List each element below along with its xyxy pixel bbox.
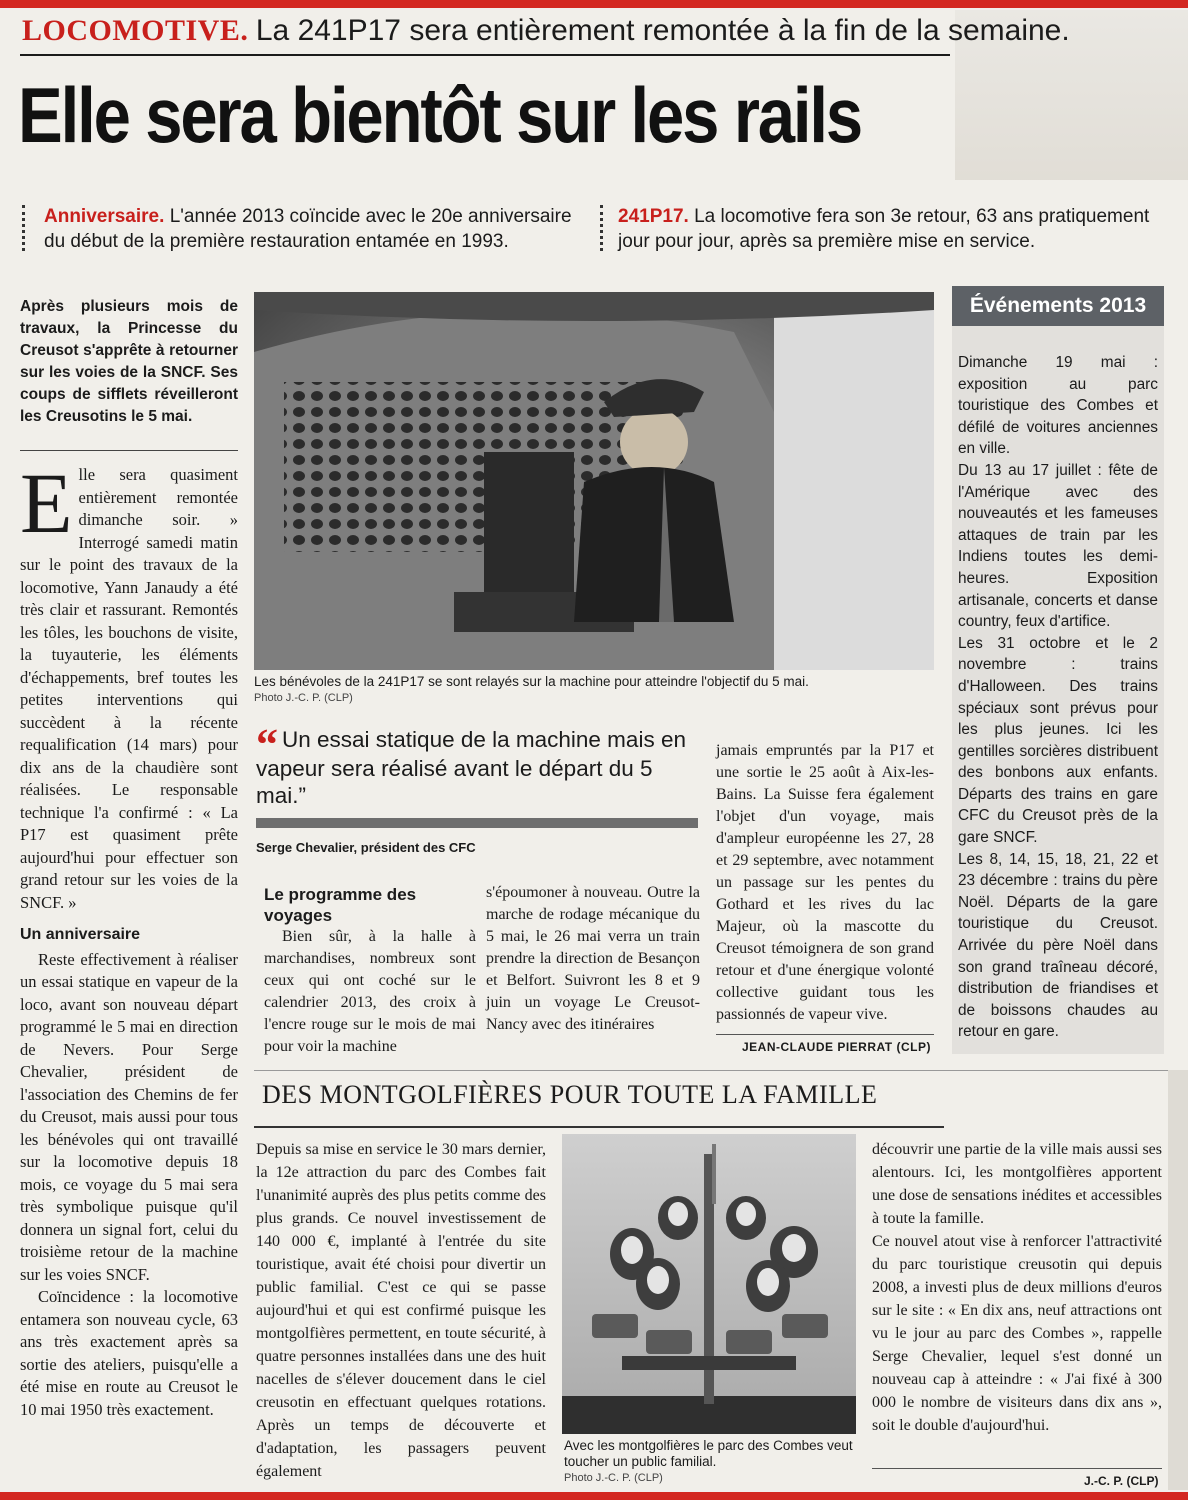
caption-text: Les bénévoles de la 241P17 se sont relayés sur la machine pour atteindre l'objectif du 5 mai. [254, 674, 809, 689]
photo-credit: Photo J.-C. P. (CLP) [254, 692, 353, 704]
paragraph: Bien sûr, à la halle à marchandises, nombreux sont ceux qui ont coché sur le calendrier 2013, des croix à l'encre rouge sur le mois de mai pour voir la machine [264, 928, 476, 1055]
top-red-bar [0, 0, 1188, 8]
paragraph: s'époumoner à nouveau. Outre la marche de rodage mécanique du 5 mai, le 26 mai verra un train prendre la direction de Besançon et Belfort. Suivront les 8 et 9 juin un voyage Le Creusot-Nancy avec des itinéraires [486, 884, 700, 1033]
paragraph: jamais empruntés par la P17 et une sortie le 25 août à Aix-les-Bains. La Suisse fera également l'objet d'un voyage, mais d'ampleur européenne les 27, 28 et 29 septembre, avec notamment un passage sur les pentes du Gothard et les rives du lac Majeur, où la mascotte du Creusot témoignera de son grand retour et d'une énergique volonté collective guidant tous les passionnés de vapeur vive. [716, 742, 934, 1023]
event-item: Les 8, 14, 15, 18, 21, 22 et 23 décembre : trains du père Noël. Départs de la gare touristique du Creusot. Arrivée du père Noël dans son grand traîneau décoré, distribution de friandises et de boissons chaudes au retour en gare. [958, 850, 1158, 1041]
bleed-through-area [1168, 1070, 1188, 1490]
kicker [22, 14, 1070, 48]
subhead-241p17 [618, 204, 1178, 254]
bottom-red-bar [0, 1492, 1188, 1500]
kicker-label: LOCOMOTIVE. [22, 14, 249, 47]
signature-rule [872, 1468, 1162, 1469]
events-title: Événements 2013 [952, 286, 1164, 326]
dotted-divider [22, 205, 25, 251]
paragraph: découvrir une partie de la ville mais aussi ses alentours. Ici, les montgolfières apportent une dose de sensations inédites et accessibles à toute la famille. [872, 1141, 1162, 1227]
dropcap: E [20, 455, 73, 551]
quote-text: Un essai statique de la machine mais en vapeur sera réalisé avant le départ du 5 mai.” [256, 727, 686, 808]
locomotive-photo [254, 292, 934, 670]
subhead-text: La locomotive fera son 3e retour, 63 ans pratiquement jour pour jour, après sa première mise en service. [618, 206, 1150, 252]
event-item: Du 13 au 17 juillet : fête de l'Amérique avec des nouveautés et les fameuses attaques de train par les Indiens toutes les demi-heures. Exposition artisanale, concerts et danse country, feux d'artifice. [958, 461, 1158, 631]
dotted-divider [600, 205, 603, 251]
article2-rule [254, 1126, 944, 1128]
paragraph-text: lle sera quasiment entièrement remontée dimanche soir. » Interrogé samedi matin sur le point des travaux de la locomotive, Yann Janaudy a été très clair et rassurant. Remontés les tôles, les bouchons de visite, la tuyauterie, les éléments d'échappements, bref toutes les petites interventions qui succèdent à la récente requalification (14 mars) pour dix ans de la chaudière sont réalisées. Le responsable technique l'a confirmé : « La P17 est quasiment prête aujourd'hui pour effectuer son grand retour sur les voies de la SNCF. » [20, 465, 238, 912]
pull-quote [256, 720, 696, 809]
paragraph: Depuis sa mise en service le 30 mars dernier, la 12e attraction du parc des Combes fait l'unanimité auprès des plus petits comme des plus grands. Ce nouvel investissement de 140 000 €, implanté à l'entrée du site touristique, avait été choisi pour divertir un public familial. C'est ce qui se passe aujourd'hui et qui est confirmé puisque les montgolfières permettent, en toute sécurité, à quatre personnes installées dans une des huit nacelles de s'élever doucement dans le ciel creusotin en effectuant quelques rotations. Après un temps de découverte et d'adaptation, les passagers peuvent également [256, 1141, 546, 1480]
paragraph: Coïncidence : la locomotive entamera son nouveau cycle, 63 ans très exactement après sa sortie des ateliers, puisqu'elle a été mise en route au Creusot le 10 mai 1950 très exactement. [20, 1287, 238, 1419]
article-column-4 [716, 740, 934, 1026]
paragraph: Reste effectivement à réaliser un essai statique en vapeur de la loco, avant son nouveau départ programmé le 5 mai en direction de Nevers. Pour Serge Chevalier, président de l'association des Chemins de fer du Creusot, mais aussi pour tous les bénévoles qui ont travaillé sur la locomotive depuis 18 mois, ce voyage du 5 mai sera très symbolique puisque qu'il donnera un signal fort, celui du troisième retour de la machine sur les voies SNCF. [20, 949, 238, 1284]
quote-mark: “ [256, 720, 278, 769]
quote-source: Serge Chevalier, président des CFC [256, 840, 476, 855]
article2-headline: DES MONTGOLFIÈRES POUR TOUTE LA FAMILLE [262, 1080, 878, 1109]
locomotive-photo-illustration [254, 292, 934, 670]
chapo-rule [20, 450, 238, 451]
event-item: Les 31 octobre et le 2 novembre : trains d'Halloween. Des trains spéciaux sont prévus pour les plus jeunes. Ici les gentilles sorcières distribuent des bonbons aux enfants. Départs des trains en gare CFC du Creusot près de la gare SNCF. [958, 634, 1158, 847]
subhead-anniversary [44, 204, 592, 254]
balloon-ride-photo [562, 1134, 856, 1434]
article-column-1 [20, 455, 238, 1421]
article-column-3 [486, 882, 700, 1036]
photo-caption [254, 674, 934, 706]
subhead-label: 241P17. [618, 206, 689, 227]
article-column-2 [264, 926, 476, 1058]
signature-rule [716, 1034, 934, 1035]
paragraph: Ce nouvel atout vise à renforcer l'attractivité du parc touristique creusotin qui depuis 2008, a investi plus de deux millions d'euros sur le site : « En dix ans, neuf attractions ont vu le jour au parc des Combes », rappelle Serge Chevalier, lequel s'est donné un nouveau cap à atteindre : « J'ai fixé à 300 000 le nombre de visiteurs dans dix ans », soit le double d'aujourd'hui. [872, 1233, 1162, 1434]
section-subhead: Un anniversaire [20, 926, 141, 943]
photo-caption [564, 1438, 856, 1486]
paragraph [20, 455, 238, 914]
photo-credit: Photo J.-C. P. (CLP) [564, 1472, 663, 1484]
signature: J.-C. P. (CLP) [1084, 1474, 1159, 1488]
events-list [958, 352, 1158, 1043]
chapo: Après plusieurs mois de travaux, la Princesse du Creusot s'apprête à retourner sur les voies de la SNCF. Ses coups de sifflets réveilleront les Creusotins le 5 mai. [20, 298, 238, 425]
article2-column-2 [872, 1138, 1162, 1437]
article2-column-1 [256, 1138, 546, 1483]
program-title: Le programme des voyages [264, 885, 417, 925]
caption-text: Avec les montgolfières le parc des Combes veut toucher un public familial. [564, 1438, 853, 1469]
subhead-label: Anniversaire. [44, 206, 165, 227]
event-item: Dimanche 19 mai : exposition au parc touristique des Combes et défilé de voitures anciennes en ville. [958, 354, 1158, 458]
headline: Elle sera bientôt sur les rails [18, 71, 862, 159]
subhead-text: L'année 2013 coïncide avec le 20e anniversaire du début de la première restauration entamée en 1993. [44, 206, 572, 252]
kicker-text: La 241P17 sera entièrement remontée à la fin de la semaine. [255, 14, 1070, 47]
section-separator [254, 1070, 1188, 1071]
kicker-rule [20, 54, 950, 56]
signature: JEAN-CLAUDE PIERRAT (CLP) [742, 1040, 931, 1054]
balloon-ride-illustration [562, 1134, 856, 1434]
quote-bar [256, 818, 698, 828]
